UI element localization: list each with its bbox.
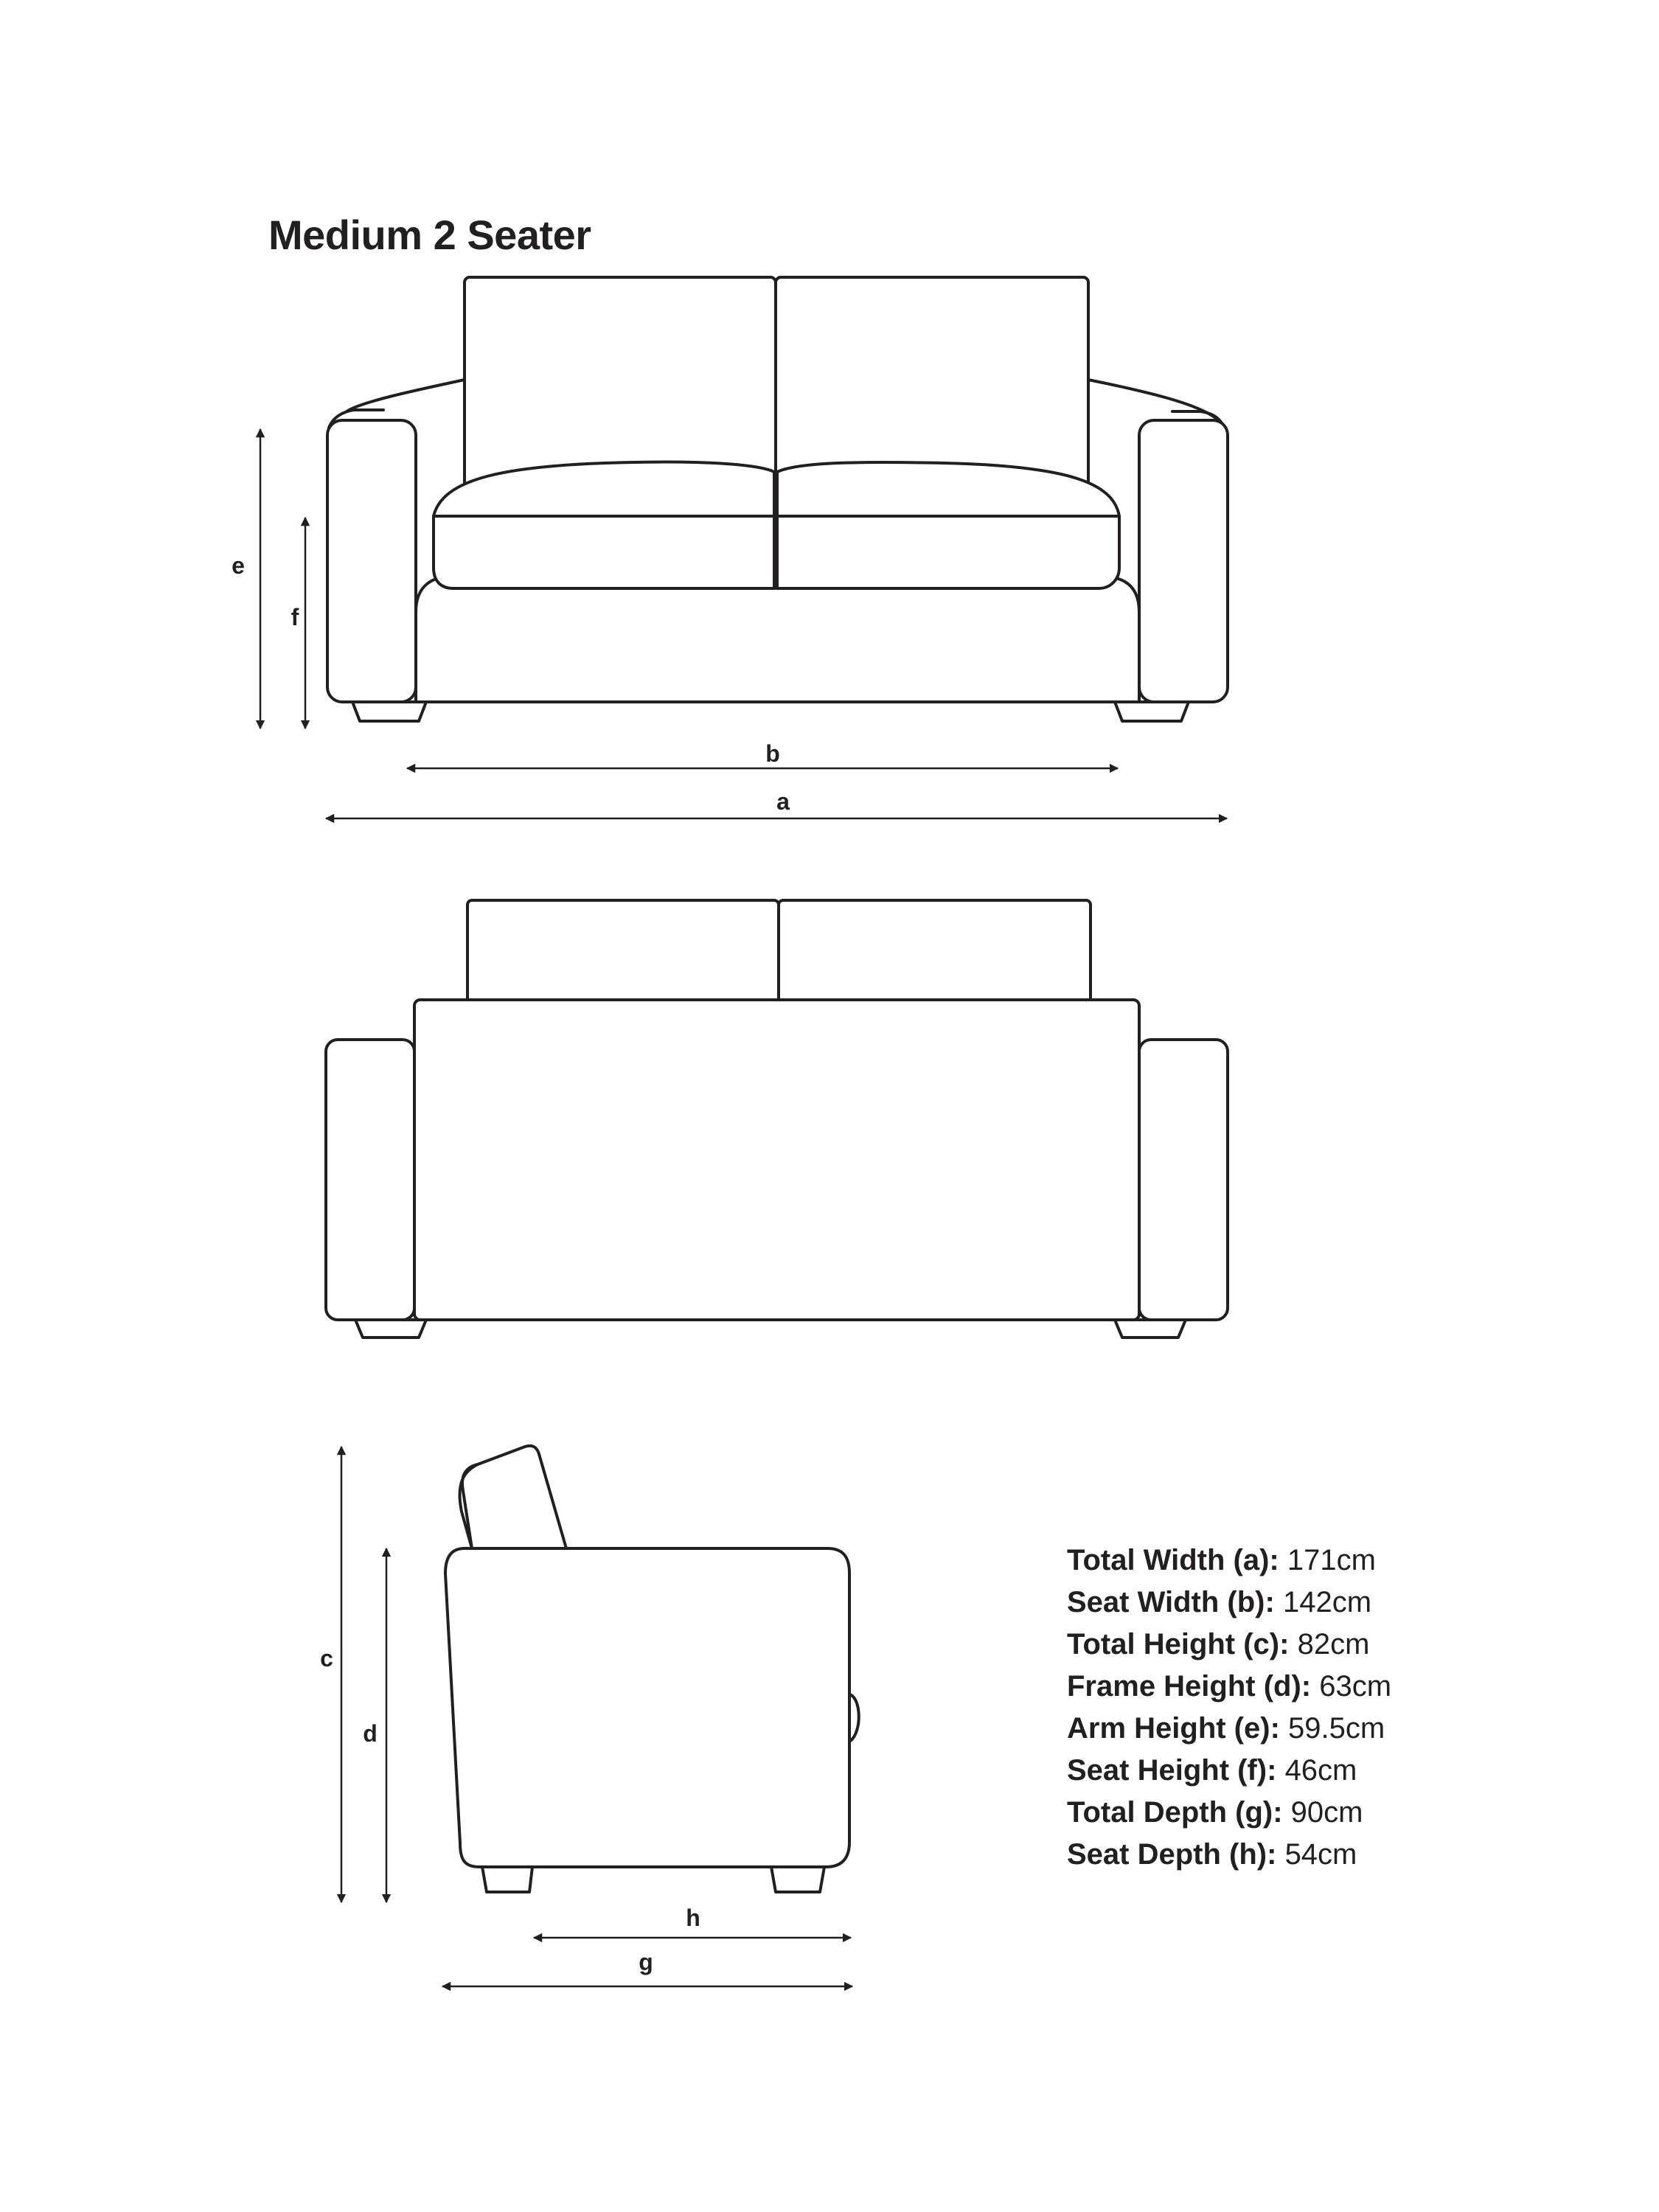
- back-foot-left: [355, 1320, 426, 1338]
- back-cushion-right: [779, 900, 1091, 1009]
- front-seat-cushion-left: [434, 462, 774, 588]
- spec-seat-height: Seat Height (f): 46cm: [1067, 1754, 1357, 1787]
- dimension-spec-list: [1067, 1540, 1391, 1876]
- spec-seat-width: Seat Width (b): 142cm: [1067, 1586, 1372, 1618]
- front-arm-right: [1139, 420, 1228, 702]
- spec-total-width: Total Width (a): 171cm: [1067, 1544, 1376, 1576]
- dimension-h: [534, 1905, 851, 1938]
- dimension-a-label: a: [776, 788, 790, 815]
- back-arm-right: [1139, 1040, 1228, 1320]
- side-foot-rear: [771, 1867, 824, 1892]
- dimension-f: [291, 518, 305, 728]
- back-foot-right: [1115, 1320, 1186, 1338]
- page-title: Medium 2 Seater: [268, 212, 591, 258]
- side-view: [445, 1446, 859, 1892]
- side-body: [445, 1548, 849, 1867]
- dimension-b-label: b: [765, 740, 780, 767]
- dimension-h-label: h: [686, 1905, 700, 1931]
- dimension-d-label: d: [363, 1720, 378, 1747]
- front-back-frame-right: [1088, 380, 1217, 419]
- back-cushion-left: [467, 900, 779, 1009]
- dimension-a: [326, 788, 1227, 818]
- spec-arm-height: Arm Height (e): 59.5cm: [1067, 1712, 1385, 1745]
- dimension-f-label: f: [291, 604, 299, 630]
- side-back-cushion: [462, 1446, 566, 1548]
- spec-total-depth: Total Depth (g): 90cm: [1067, 1796, 1363, 1829]
- dimension-e: [232, 429, 260, 728]
- spec-seat-depth: Seat Depth (h): 54cm: [1067, 1838, 1357, 1871]
- side-foot-front: [482, 1867, 532, 1892]
- dimension-g-label: g: [639, 1949, 653, 1975]
- front-view: [327, 277, 1228, 721]
- front-seat-cushion-right: [777, 462, 1119, 588]
- spec-total-height: Total Height (c): 82cm: [1067, 1628, 1370, 1660]
- spec-frame-height: Frame Height (d): 63cm: [1067, 1670, 1392, 1703]
- front-foot-right: [1115, 702, 1189, 721]
- back-arm-left: [326, 1040, 414, 1320]
- front-foot-left: [352, 702, 426, 721]
- front-base: [416, 577, 1139, 702]
- back-frame: [414, 1000, 1139, 1320]
- front-arm-left: [327, 420, 416, 702]
- dimension-c: [320, 1447, 341, 1902]
- dimension-g: [442, 1949, 852, 1986]
- dimension-e-label: e: [232, 552, 245, 579]
- back-view: [326, 900, 1228, 1338]
- dimension-c-label: c: [320, 1645, 333, 1672]
- dimension-d: [363, 1548, 386, 1902]
- dimension-b: [407, 740, 1118, 768]
- front-back-frame-left: [347, 380, 465, 411]
